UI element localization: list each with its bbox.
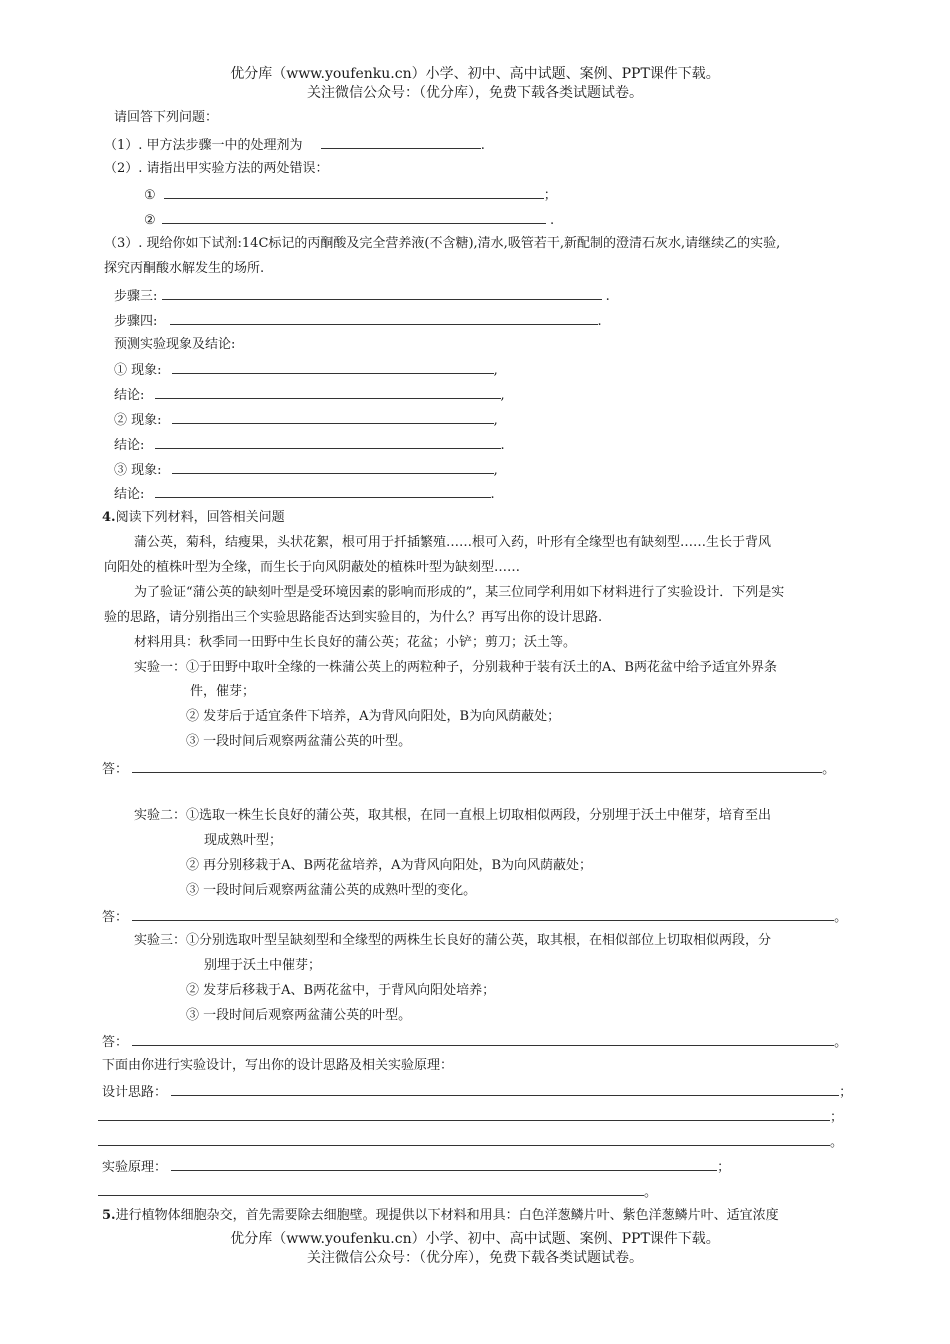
q3-outcome-3-end: , xyxy=(493,463,498,478)
q4-design-period: 。 xyxy=(830,1135,844,1150)
q3-outcome-3 xyxy=(114,461,498,479)
q4-design-intro: 下面由你进行实验设计，写出你的设计思路及相关实验原理： xyxy=(102,1058,454,1073)
q4-design-line1 xyxy=(102,1083,852,1101)
q3-step3-end: . xyxy=(605,289,610,304)
q4-principle-period: 。 xyxy=(644,1185,658,1200)
q4-exp3-answer-end: 。 xyxy=(834,1035,848,1050)
q4-design-blank-3[interactable] xyxy=(98,1133,830,1146)
q3-conclusion-3-end: . xyxy=(490,487,495,502)
q3-part2-a-blank[interactable] xyxy=(164,186,544,199)
q3-outcome-1 xyxy=(114,361,498,379)
q4-exp1-answer-blank[interactable] xyxy=(132,760,822,773)
q4-number: 4. xyxy=(102,510,116,525)
q4-exp2-answer-label: 答： xyxy=(102,910,129,925)
q3-conclusion-2-label: 结论: xyxy=(114,438,145,453)
q3-outcome-1-label: ① 现象: xyxy=(114,363,162,378)
q4-exp3-step2: ② 发芽后移栽于A、B两花盆中，于背风向阳处培养； xyxy=(186,983,496,998)
q4-exp3-step1: 实验三：①分别选取叶型呈缺刻型和全缘型的两株生长良好的蒲公英，取其根，在相似部位上切取相似两段，分 xyxy=(134,933,772,948)
q4-exp2-answer-blank[interactable] xyxy=(132,908,834,921)
q3-step3-blank[interactable] xyxy=(162,287,602,300)
q4-principle-blank-2[interactable] xyxy=(98,1183,644,1196)
q3-predict: 预测实验现象及结论: xyxy=(114,337,236,352)
q4-exp1-answer-label: 答： xyxy=(102,762,129,777)
q3-part3-line2: 探究丙酮酸水解发生的场所. xyxy=(104,261,265,276)
q5-text: 进行植物体细胞杂交，首先需要除去细胞壁。现提供以下材料和用具：白色洋葱鳞片叶、紫色洋葱鳞片叶、适宜浓度 xyxy=(115,1208,779,1223)
q4-design-label: 设计思路： xyxy=(102,1085,168,1100)
q4-principle-line1 xyxy=(102,1158,730,1176)
q4-exp1-answer xyxy=(102,760,835,778)
q3-outcome-2-blank[interactable] xyxy=(172,411,494,424)
q4-exp1-step2: ② 发芽后于适宜条件下培养，A为背风向阳处，B为向风荫蔽处； xyxy=(186,709,561,724)
q4-exp3-answer-label: 答： xyxy=(102,1035,129,1050)
q4-principle-label: 实验原理： xyxy=(102,1160,168,1175)
footer-line-1: 优分库（www.youfenku.cn）小学、初中、高中试题、案例、PPT课件下载。 xyxy=(230,1231,720,1247)
q4-design-blank-1[interactable] xyxy=(171,1083,839,1096)
q3-part3-line1: （3）. 现给你如下试剂:14C标记的丙酮酸及完全营养液(不含糖),清水,吸管若干,新配制的澄清石灰水,请继续乙的实验, xyxy=(104,236,781,251)
q4-exp3-step3: ③ 一段时间后观察两盆蒲公英的叶型。 xyxy=(186,1008,412,1023)
q3-conclusion-1-end: , xyxy=(500,388,505,403)
footer-line-2: 关注微信公众号：（优分库），免费下载各类试题试卷。 xyxy=(307,1250,643,1266)
q4-material-line1: 蒲公英，菊科，结瘦果，头状花絮，根可用于扦插繁殖……根可入药，叶形有全缘型也有缺刻型……生长于背风 xyxy=(134,535,772,550)
q4-exp2-step1: 实验二：①选取一株生长良好的蒲公英，取其根，在同一直根上切取相似两段，分别埋于沃土中催芽，培育至出 xyxy=(134,808,772,823)
q4-materials: 材料用具：秋季同一田野中生长良好的蒲公英；花盆；小铲；剪刀；沃土等。 xyxy=(134,635,577,650)
q3-conclusion-1 xyxy=(114,386,505,404)
q3-outcome-2-end: , xyxy=(493,413,498,428)
q3-step4-blank[interactable] xyxy=(170,312,598,325)
q3-part2-b-end: . xyxy=(549,213,555,228)
q3-part1 xyxy=(104,136,485,154)
q3-outcome-2-label: ② 现象: xyxy=(114,413,162,428)
q3-part1-end: . xyxy=(480,138,485,153)
q4-title: 阅读下列材料，回答相关问题 xyxy=(115,510,285,525)
q4-exp1-step1-cont: 件，催芽； xyxy=(190,684,256,699)
q4-material-line2: 向阳处的植株叶型为全缘，而生长于向风阴蔽处的植株叶型为缺刻型…… xyxy=(104,560,521,575)
q3-part2-error-a xyxy=(144,186,557,204)
q3-conclusion-3-label: 结论: xyxy=(114,487,145,502)
q4-task-line2: 验的思路，请分别指出三个实验思路能否达到实验目的，为什么？再写出你的设计思路. xyxy=(104,610,603,625)
q4-exp3-answer xyxy=(102,1033,847,1051)
q3-part1-blank[interactable] xyxy=(321,136,481,149)
q3-conclusion-3 xyxy=(114,485,495,503)
q3-outcome-2 xyxy=(114,411,498,429)
q4-exp2-step2: ② 再分别移栽于A、B两花盆培养，A为背风向阳处，B为向风荫蔽处； xyxy=(186,858,593,873)
header-line-2: 关注微信公众号：（优分库），免费下载各类试题试卷。 xyxy=(307,85,643,101)
q3-outcome-3-blank[interactable] xyxy=(172,461,494,474)
q3-part2-a-label: ① xyxy=(144,188,156,203)
q3-part1-text: （1）. 甲方法步骤一中的处理剂为 xyxy=(104,138,303,153)
q4-task-line1: 为了验证“蒲公英的缺刻叶型是受环境因素的影响而形成的”，某三位同学利用如下材料进行了实验设计．下列是实 xyxy=(134,585,785,600)
q4-exp1-answer-end: 。 xyxy=(822,762,836,777)
q3-outcome-1-end: , xyxy=(493,363,498,378)
q3-conclusion-2-blank[interactable] xyxy=(155,436,501,449)
q3-step3-label: 步骤三: xyxy=(114,289,158,304)
q3-part2: （2）. 请指出甲实验方法的两处错误： xyxy=(104,161,329,176)
q3-part2-b-blank[interactable] xyxy=(162,211,546,224)
q4-exp2-answer xyxy=(102,908,847,926)
q3-step4-label: 步骤四: xyxy=(114,314,158,329)
q4-exp3-step1-cont: 别埋于沃土中催芽； xyxy=(204,958,322,973)
q3-conclusion-1-blank[interactable] xyxy=(155,386,501,399)
q3-part2-b-label: ② xyxy=(144,213,156,228)
q3-conclusion-3-blank[interactable] xyxy=(155,485,491,498)
q3-part2-error-b xyxy=(144,211,554,229)
q5-line xyxy=(102,1208,779,1224)
q4-design-blank-2[interactable] xyxy=(98,1108,830,1121)
q4-design-semi-2: ； xyxy=(830,1110,844,1125)
q4-principle-semi: ； xyxy=(717,1160,731,1175)
q4-design-line2 xyxy=(98,1108,843,1126)
q4-design-line3 xyxy=(98,1133,843,1151)
q3-conclusion-2 xyxy=(114,436,505,454)
q3-outcome-1-blank[interactable] xyxy=(172,361,494,374)
q4-principle-blank-1[interactable] xyxy=(171,1158,717,1171)
q5-number: 5. xyxy=(102,1208,116,1223)
q3-step3 xyxy=(114,287,610,305)
q4-design-semi-1: ； xyxy=(839,1085,853,1100)
header-line-1: 优分库（www.youfenku.cn）小学、初中、高中试题、案例、PPT课件下载。 xyxy=(230,66,720,82)
q4-exp2-step3: ③ 一段时间后观察两盆蒲公英的成熟叶型的变化。 xyxy=(186,883,477,898)
q4-exp1-step1: 实验一：①于田野中取叶全缘的一株蒲公英上的两粒种子，分别栽种于装有沃土的A、B两花盆中给予适宜外界条 xyxy=(134,660,777,675)
q3-part2-a-end: ； xyxy=(543,188,557,203)
q4-exp1-step3: ③ 一段时间后观察两盆蒲公英的叶型。 xyxy=(186,734,412,749)
q4-exp2-step1-cont: 现成熟叶型； xyxy=(204,833,283,848)
q3-step4 xyxy=(114,312,602,330)
q4-heading xyxy=(102,510,285,526)
q3-conclusion-1-label: 结论: xyxy=(114,388,145,403)
q3-step4-end: . xyxy=(597,314,602,329)
q3-outcome-3-label: ③ 现象: xyxy=(114,463,162,478)
q3-intro: 请回答下列问题： xyxy=(114,110,219,125)
q4-principle-line2 xyxy=(98,1183,657,1201)
q4-exp2-answer-end: 。 xyxy=(834,910,848,925)
q3-conclusion-2-end: . xyxy=(500,438,505,453)
q4-exp3-answer-blank[interactable] xyxy=(132,1033,834,1046)
